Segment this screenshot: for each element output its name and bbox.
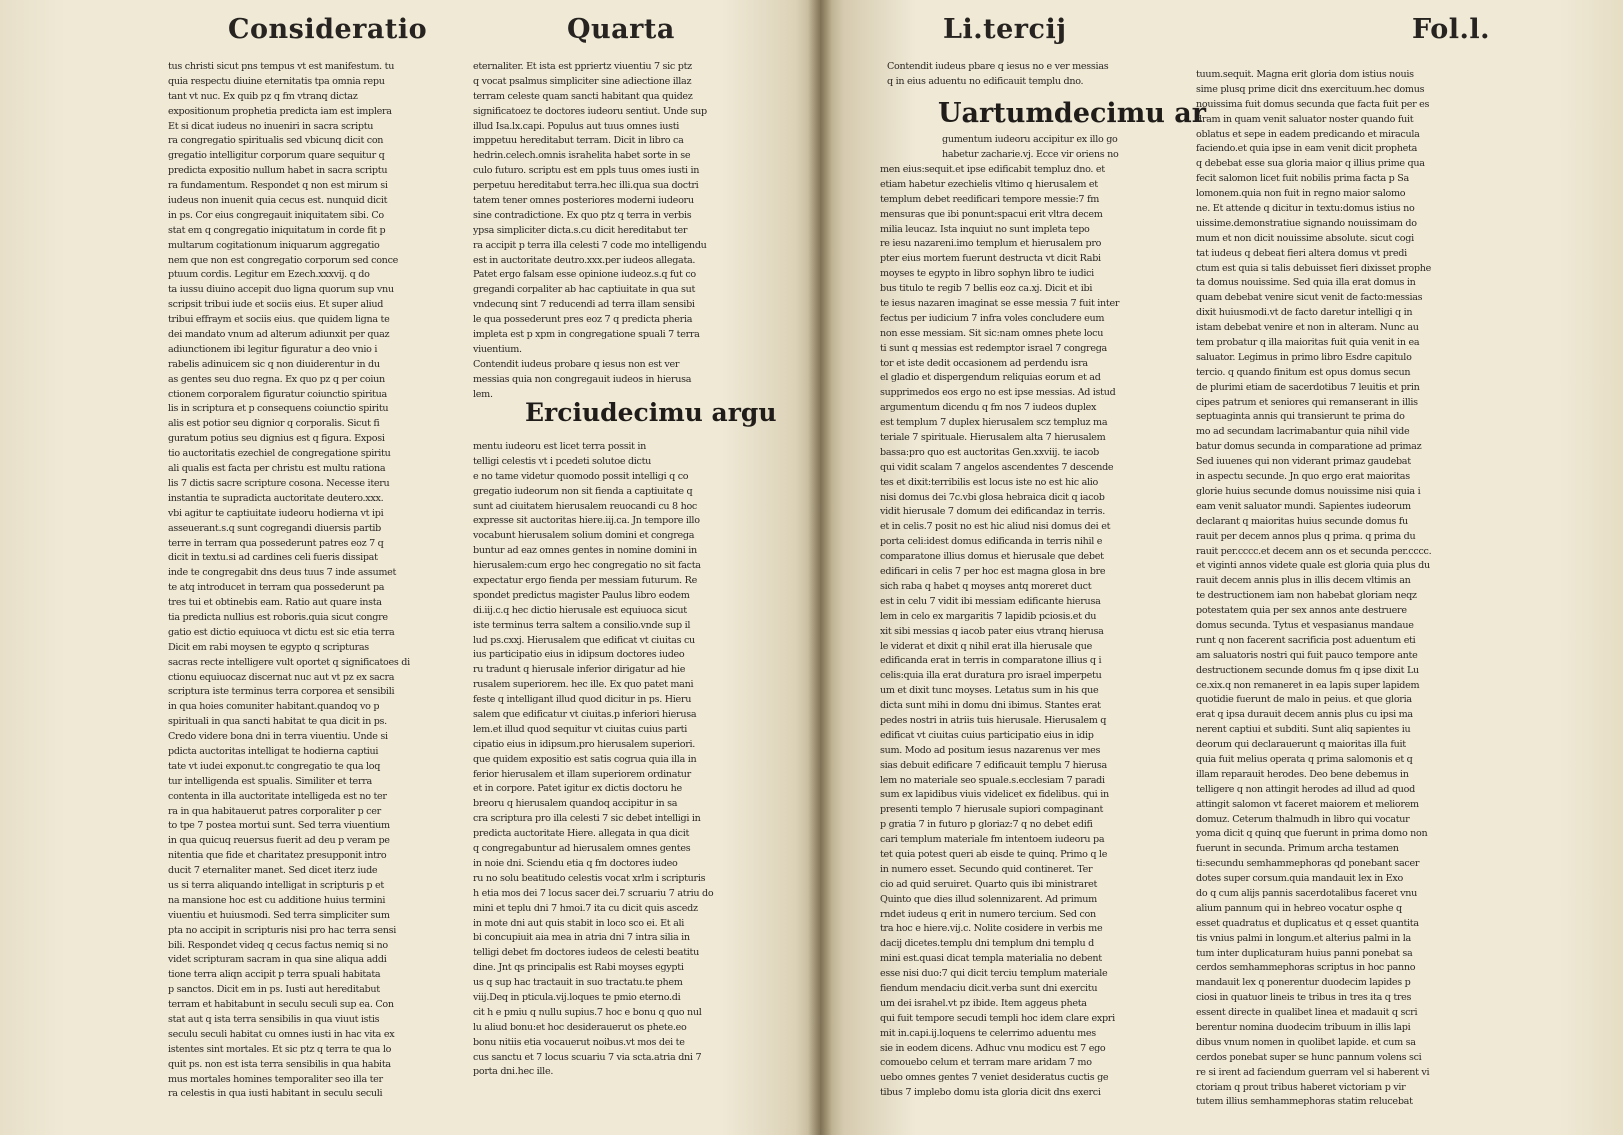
text-line: nouissima fuit domus secunda que facta fuit per es — [1196, 98, 1430, 110]
text-line: dine. Jnt qs principalis est Rabi moyses egypti — [473, 962, 684, 974]
text-line: et in corpore. Patet igitur ex dictis doctoru he — [473, 783, 682, 795]
text-line: scripsit tribui iude et sociis eius. Et super aliud — [168, 299, 384, 311]
text-line: hierusalem:cum ergo hec congregatio no sit facta — [473, 560, 701, 572]
text-line: feste q intelligant illud quod dicitur in ps. Hieru — [473, 694, 692, 706]
text-line: destructionem secunde domus fm q ipse dixit Lu — [1196, 664, 1419, 676]
text-line: in aspectu secunde. Jn quo ergo erat maioritas — [1196, 471, 1410, 483]
text-line: ypsa simpliciter dicta.s.cu dicit hereditabut ter — [473, 224, 688, 236]
text-line: lem.et illud quod sequitur vt ciuitas cuius parti — [473, 723, 688, 735]
text-line: illud Isa.lx.capi. Populus aut tuus omnes iusti — [473, 120, 680, 132]
text-line: sum. Modo ad positum iesus nazarenus ver mes — [880, 744, 1101, 756]
text-line: gregatio iudeorum non sit fienda a captiuitate q — [473, 485, 693, 497]
text-line: na mansione hoc est cu additione huius termini — [168, 894, 386, 906]
text-line: quia respectu diuine eternitatis tpa omnia repu — [168, 75, 385, 87]
text-line: seculu seculi habitat cu omnes iusti in hac vita ex — [168, 1028, 395, 1040]
text-line: bassa:pro quo est auctoritas Gen.xxviij. te iacob — [880, 446, 1099, 458]
text-line: iste terminus terra saltem a consilio.vnde sup il — [473, 619, 691, 631]
text-line: Quinto que dies illud solennizarent. Ad primum — [880, 893, 1097, 905]
text-line: messias quia non congregauit iudeos in hierusa — [473, 373, 692, 385]
text-line: erat q ipsa durauit decem annis plus cu ipsi ma — [1196, 709, 1413, 721]
text-line: mensuras que ibi ponunt:spacui erit vltra decem — [880, 208, 1103, 220]
section-heading-right: Uartumdecimu ar — [938, 98, 1207, 129]
text-line: gatio est dictio equiuoca vt dictu est sic etia terra — [168, 626, 395, 638]
text-line: alium pannum qui in hebreo vocatur osphe q — [1196, 902, 1402, 914]
text-line: Et si dicat iudeus no inueniri in sacra scriptu — [168, 120, 374, 132]
text-line: celis:quia illa erat duratura pro israel imperpetu — [880, 670, 1102, 682]
text-line: gregandi corpaliter ab hac captiuitate in qua sut — [473, 284, 696, 296]
text-line: viij.Deq in pticula.vij.loques te pmio eterno.di — [473, 991, 681, 1003]
text-line: sunt ad ciuitatem hierusalem reuocandi cu 8 hoc — [473, 500, 697, 512]
text-line: contenta in illa auctoritate intelligeda est no ter — [168, 790, 387, 802]
text-line: terram et habitabunt in seculu seculi sup ea. Con — [168, 999, 394, 1011]
text-line: ru no solu beatitudo celestis vocat xrlm i scripturis — [473, 872, 706, 884]
text-line: de plurimi etiam de sacerdotibus 7 leuitis et prin — [1196, 381, 1420, 393]
text-line: edificanda erat in terris in comparatone illius q i — [880, 655, 1102, 667]
text-line: domuz. Ceterum thalmudh in libro qui vocatur — [1196, 813, 1410, 825]
text-line: tutem illius semhammephoras statim relucebat — [1196, 1096, 1413, 1108]
text-line: in qua hoies comuniter habitant.quandoq vo p — [168, 701, 380, 713]
text-line: sias debuit edificare 7 edificauit templu 7 hierusa — [880, 759, 1107, 771]
text-line: q in eius aduentu no edificauit templu dno. — [887, 75, 1084, 87]
text-line: videt scripturam sacram in qua sine aliqua addi — [168, 954, 387, 966]
text-line: le viderat et dixit q nihil erat illa hierusale que — [880, 640, 1092, 652]
text-line: dei mandato vnum ad alterum adiunxit per quaz — [168, 329, 390, 341]
text-line: te iesus nazaren imaginat se esse messia 7 fuit inter — [880, 298, 1120, 310]
text-line: tes et dixit:terribilis est locus iste no est hic alio — [880, 476, 1099, 488]
text-line: lis in scriptura et p consequens coiunctio spiritu — [168, 403, 389, 415]
text-line: tione terra aliqn accipit p terra spuali habitata — [168, 969, 381, 981]
text-line: cari templum materiale fm intentoem iudeoru pa — [880, 834, 1105, 846]
text-line: ti:secundu semhammephoras qd ponebant sacer — [1196, 858, 1420, 870]
text-line: to tpe 7 postea mortui sunt. Sed terra viuentium — [168, 820, 390, 832]
text-line: significatoez te doctores iudeoru sentiut. Unde sup — [473, 105, 707, 117]
text-line: re iesu nazareni.imo templum et hierusalem pro — [880, 238, 1102, 250]
text-line: mus mortales homines temporaliter seo illa ter — [168, 1073, 383, 1085]
text-line: cerdos ponebat super se hunc pannum volens sci — [1196, 1051, 1422, 1063]
text-line: hedrin.celech.omnis israhelita habet sorte in se — [473, 150, 691, 162]
text-line: te destructionem iam non habebat gloriam neqz — [1196, 590, 1417, 602]
text-line: gumentum iudeoru accipitur ex illo go — [942, 134, 1118, 145]
text-line: rauit per decem annos plus q prima. q prima du — [1196, 530, 1416, 542]
text-line: telligi debet fm doctores iudeos de celesti beatitu — [473, 947, 699, 959]
book-gutter — [808, 0, 832, 1135]
text-line: istam debebat venire et non in alteram. Nunc au — [1196, 322, 1419, 334]
text-line: templum debet reedificari tempore messie:7 fm — [880, 193, 1100, 205]
text-line: sich raba q habet q moyses antq moreret duct — [880, 580, 1092, 592]
text-line: telligi celestis vt i pcedeti solutoe dictu — [473, 455, 652, 467]
text-line: ne. Et attende q dicitur in textu:domus istius no — [1196, 203, 1415, 215]
text-line: tum inter duplicaturam huius panni ponebat sa — [1196, 947, 1413, 959]
text-line: vndecunq sint 7 reducendi ad terra illam sensibi — [473, 299, 695, 311]
text-line: esset quadratus et duplicatus et q esset quantita — [1196, 917, 1419, 929]
text-line: p sanctos. Dicit em in ps. Iusti aut hereditabut — [168, 984, 380, 996]
text-line: bili. Respondet videq q cecus factus nemiq si no — [168, 939, 388, 951]
text-line: impleta est p xpm in congregatione spuali 7 terra — [473, 329, 700, 341]
text-line: bus titulo te regib 7 bellis eoz ca.xj. Dicit et ibi — [880, 283, 1093, 295]
section-heading-left: Erciudecimu argu — [525, 398, 777, 427]
text-line: tatem tener omnes posteriores moderni iudeoru — [473, 195, 694, 207]
text-column-3-body — [880, 163, 1155, 1101]
text-line: asseuerant.s.q sunt cogregandi diuersis partib — [168, 522, 382, 534]
text-line: berentur nomina duodecim tribuum in illis lapi — [1196, 1022, 1411, 1033]
text-line: milia leucaz. Ista inquiut no sunt impleta tepo — [880, 223, 1090, 235]
text-line: mo ad secundam lacrimabantur quia nihil vide — [1196, 426, 1410, 438]
text-line: ferior hierusalem et illam superiorem ordinatur — [473, 768, 691, 780]
text-line: alis est potior seu dignior q corporalis. Sicut fi — [168, 418, 380, 430]
text-line: viuentiu et huiusmodi. Sed terra simpliciter sum — [168, 909, 390, 921]
text-line: scriptura iste terminus terra corporea et sensibili — [168, 686, 395, 698]
text-line: dibus vnum nomen in quolibet lapide. et cum sa — [1196, 1036, 1416, 1048]
text-line: ducit 7 eternaliter manet. Sed dicet iterz iude — [168, 865, 378, 877]
text-line: re si irent ad faciendum guerram vel si haberent vi — [1196, 1066, 1430, 1078]
text-line: mum et non dicit nouissime absolute. sicut cogi — [1196, 232, 1414, 244]
text-line: mentu iudeoru est licet terra possit in — [473, 441, 647, 452]
text-line: stat em q congregatio iniquitatum in corde fit p — [168, 224, 386, 236]
text-line: tres tui et obtinebis eam. Ratio aut quare insta — [168, 597, 382, 609]
text-column-1 — [168, 60, 423, 1102]
text-line: q vocat psalmus simpliciter sine adiectione illaz — [473, 75, 692, 87]
text-line: men eius:sequit.et ipse edificabit templuz dno. et — [880, 164, 1105, 175]
text-line: est templum 7 duplex hierusalem scz templuz ma — [880, 417, 1108, 429]
text-line: h etia mos dei 7 locus sacer dei.7 scruariu 7 atriu do — [473, 887, 714, 899]
text-line: etiam habetur ezechielis vltimo q hierusalem et — [880, 178, 1098, 190]
text-line: faciendo.et quia ipse in eam venit dicit propheta — [1196, 143, 1417, 155]
text-line: cio ad quid seruiret. Quarto quis ibi ministraret — [880, 878, 1098, 890]
text-line: sum ex lapidibus viuis videlicet ex fidelibus. qui in — [880, 789, 1109, 801]
text-line: culo futuro. scriptu est em ppls tuus omes iusti in — [473, 165, 700, 177]
text-line: stat aut q ista terra sensibilis in qua viuut istis — [168, 1014, 380, 1025]
text-line: cra scriptura pro illa celesti 7 sic debet intelligi in — [473, 813, 701, 825]
text-line: rabelis adinuicem sic q non diuiderentur in du — [168, 358, 380, 370]
text-line: lu aliud bonu:et hoc desiderauerut os phete.eo — [473, 1021, 687, 1033]
text-line: expositionum prophetia predicta iam est implera — [168, 105, 392, 117]
text-line: Dicit em rabi moysen te egypto q scripturas — [168, 641, 369, 653]
text-line: rndet iudeus q erit in numero tercium. Sed con — [880, 908, 1096, 920]
text-line: nisi domus dei 7c.vbi glosa hebraica dicit q iacob — [880, 491, 1105, 503]
text-line: as gentes seu duo regna. Ex quo pz q per coiun — [168, 373, 385, 385]
text-line: cit h e pmiu q nullu supius.7 hoc e bonu q quo nul — [473, 1006, 702, 1018]
text-line: dicta sunt mihi in domu dni ibimus. Stantes erat — [880, 700, 1101, 712]
text-line: esse nisi duo:7 qui dicit terciu templum materiale — [880, 968, 1108, 980]
text-line: um et dixit tunc moyses. Letatus sum in his que — [880, 685, 1099, 697]
text-line: est in celu 7 vidit ibi messiam edificante hierusa — [880, 595, 1101, 607]
text-line: septuaginta annis qui transierunt te prima do — [1196, 411, 1405, 423]
running-head-right-a: Li.tercij — [943, 14, 1067, 45]
text-line: tate vt iudei exponut.tc congregatio te qua loq — [168, 760, 381, 772]
text-line: ra accipit p terra illa celesti 7 code mo intelligendu — [473, 239, 707, 251]
text-line: dram in quam venit saluator noster quando fuit — [1196, 113, 1414, 125]
text-column-2-rubric — [473, 358, 735, 403]
text-line: fectus per iudicium 7 infra voles concludere eum — [880, 312, 1105, 324]
text-line: ius participatio eius in idipsum doctores iudeo — [473, 649, 685, 661]
text-line: argumentum dicendu q fm nos 7 iudeos duplex — [880, 402, 1097, 414]
text-line: qui fuit tempore secudi templi hoc idem clare expri — [880, 1012, 1115, 1024]
text-line: presenti templo 7 hierusale supiori compaginant — [880, 804, 1104, 816]
text-line: qui vidit scalam 7 angelos ascendentes 7 descende — [880, 461, 1114, 473]
text-line: glorie huius secunde domus nouissime nisi quia i — [1196, 485, 1421, 497]
text-line: gregatio intelligitur corporum quare sequitur q — [168, 150, 385, 162]
text-line: et viginti annos videte quale est gloria quia plus du — [1196, 560, 1430, 572]
text-line: porta dni.hec ille. — [473, 1066, 554, 1078]
text-line: tur intelligenda est spualis. Similiter et terra — [168, 775, 372, 787]
text-line: cipatio eius in idipsum.pro hierusalem superiori. — [473, 738, 696, 750]
text-line: imppetuu hereditabut terram. Dicit in libro ca — [473, 135, 684, 147]
text-line: est in auctoritate deutro.xxx.per iudeos allegata. — [473, 254, 696, 266]
text-line: quam debebat venire sicut venit de facto:messias — [1196, 292, 1423, 304]
text-line: dixit huiusmodi.vt de facto daretur intelligi q in — [1196, 307, 1413, 319]
text-line: mini est.quasi dicat templa materialia no debent — [880, 953, 1102, 965]
text-line: spondet predictus magister Paulus libro eodem — [473, 589, 690, 601]
text-line: ptuum cordis. Legitur em Ezech.xxxvij. q do — [168, 269, 370, 281]
text-line: rauit per.cccc.et decem ann os et secunda per.cccc. — [1196, 545, 1432, 557]
text-column-3-intro — [942, 133, 1154, 163]
text-line: Contendit iudeus pbare q iesus no e ver messias — [887, 61, 1109, 72]
text-line: sacras recte intelligere vult oportet q significatoes di — [168, 656, 410, 668]
text-line: in ps. Cor eius congregauit iniquitatem sibi. Co — [168, 209, 384, 221]
text-line: tercio. q quando finitum est opus domus secun — [1196, 366, 1411, 378]
text-line: ciosi in quatuor lineis te tribus in tres ita q tres — [1196, 992, 1412, 1004]
text-line: pter eius mortem fuerunt destructa vt dicit Rabi — [880, 253, 1101, 265]
text-line: deorum qui declarauerunt q maioritas illa fuit — [1196, 739, 1406, 751]
text-line: dacij dicetes.templu dni templum dni templu d — [880, 938, 1094, 950]
text-line: tra hoc e hiere.vij.c. Nolite cosidere in verbis me — [880, 923, 1103, 935]
text-line: comparatone illius domus et hierusale que debet — [880, 551, 1104, 563]
text-line: vocabunt hierusalem solium domini et congrega — [473, 530, 695, 542]
text-line: di.iij.c.q hec dictio hierusale est equiuoca sicut — [473, 604, 687, 616]
text-line: multarum cogitationum iniquarum aggregatio — [168, 239, 380, 251]
text-line: tem probatur q illa maioritas fuit quia venit in ea — [1196, 337, 1420, 349]
text-line: attingit salomon vt faceret maiorem et meliorem — [1196, 798, 1419, 810]
text-line: q debebat esse sua gloria maior q illius prime qua — [1196, 158, 1425, 170]
text-line: edificari in celis 7 per hoc est magna glosa in bre — [880, 566, 1106, 578]
text-line: te atq introducet in terram qua possederunt pa — [168, 582, 385, 594]
text-line: inde te congregabit dns deus tuus 7 inde assumet — [168, 567, 397, 579]
text-line: el gladio et dispergendum reliquias eorum et ad — [880, 372, 1101, 384]
text-line: nerent captiui et subditi. Sunt aliq sapientes iu — [1196, 724, 1411, 736]
text-line: fecit salomon licet fuit nobilis prima facta p Sa — [1196, 173, 1409, 185]
text-line: lis 7 dictis sacre scripture cosona. Necesse iteru — [168, 477, 390, 489]
text-line: batur domus secunda in comparatione ad primaz — [1196, 441, 1422, 453]
text-line: Sed iuuenes qui non viderant primaz gaudebat — [1196, 456, 1411, 468]
text-line: do q cum alijs pannis sacerdotalibus faceret vnu — [1196, 887, 1417, 899]
text-line: ta domus nouissime. Sed quia illa erat domus in — [1196, 277, 1416, 289]
text-line: p gratia 7 in futuro p gloriaz:7 q no debet edifi — [880, 819, 1093, 831]
text-line: quotidie fuerunt de malo in peius. et que gloria — [1196, 694, 1412, 706]
text-line: expectatur ergo fienda per messiam futurum. Re — [473, 575, 697, 587]
text-line: teriale 7 spirituale. Hierusalem alta 7 hierusalem — [880, 432, 1106, 444]
text-line: tor et iste dedit occasionem ad perdendu isra — [880, 357, 1088, 369]
text-line: in numero esset. Secundo quid contineret. Ter — [880, 863, 1093, 875]
text-line: ti sunt q messias est redemptor israel 7 congrega — [880, 342, 1107, 354]
text-line: perpetuu hereditabut terra.hec illi.qua sua doctri — [473, 180, 699, 192]
text-line: predicta auctoritate Hiere. allegata in qua dicit — [473, 828, 690, 840]
text-line: tet quia potest queri ab eisde te quinq. Primo q le — [880, 848, 1108, 860]
text-line: mini et teplu dni 7 hmoi.7 ita cu dicit quis ascedz — [473, 902, 698, 914]
text-line: vidit hierusale 7 domum dei edificandaz in terris. — [880, 506, 1105, 518]
text-line: sine contradictione. Ex quo ptz q terra in verbis — [473, 209, 692, 221]
text-line: rusalem superiorem. hec ille. Ex quo patet mani — [473, 679, 694, 691]
text-line: iudeus non inuenit quia cecus est. nunquid dicit — [168, 195, 388, 207]
text-line: bi concupiuit aia mea in atria dni 7 intra silia in — [473, 932, 690, 944]
text-line: adiunctionem ibi legitur figuratur a deo vnio i — [168, 343, 378, 355]
text-line: tia predicta nullius est roboris.quia sicut congre — [168, 611, 388, 623]
text-line: ru tradunt q hierusale inferior dirigatur ad hie — [473, 664, 686, 676]
text-line: tis vnius palmi in longum.et alterius palmi in la — [1196, 932, 1411, 944]
text-line: comouebo celum et terram mare aridam 7 mo — [880, 1057, 1092, 1069]
text-line: fuerunt in secunda. Primum archa testamen — [1196, 843, 1399, 855]
text-line: ctionem corporalem figuratur coiunctio spiritua — [168, 388, 387, 400]
text-line: lomonem.quia non fuit in regno maior salomo — [1196, 188, 1406, 200]
text-line: lem. — [473, 388, 493, 400]
text-line: in mote dni aut quis stabit in loco sco ei. Et ali — [473, 917, 685, 929]
text-line: runt q non facerent sacrificia post aduentum eti — [1196, 634, 1416, 646]
text-line: Credo videre bona dni in terra viuentiu. Unde si — [168, 731, 388, 743]
text-line: mit in.capi.ij.loquens te celerrimo aduentu mes — [880, 1027, 1096, 1039]
text-line: terram celeste quam sancti habitant qua quidez — [473, 90, 693, 102]
text-line: uebo omnes gentes 7 veniet desideratus cuctis ge — [880, 1072, 1109, 1084]
text-line: um dei israhel.vt pz ibide. Item aggeus pheta — [880, 997, 1087, 1009]
text-line: salem que edificatur vt ciuitas.p inferiori hierusa — [473, 709, 697, 721]
text-column-2-top — [473, 60, 735, 358]
text-line: e no tame videtur quomodo possit intelligi q co — [473, 470, 689, 482]
text-line: lud ps.cxxj. Hierusalem que edificat vt ciuitas cu — [473, 634, 695, 646]
text-line: lem in celo ex margaritis 7 lapidib pciosis.et du — [880, 610, 1097, 622]
text-line: ctum est quia si talis debuisset fieri dixisset prophe — [1196, 262, 1431, 274]
text-line: que quidem expositio est satis cogrua quia illa in — [473, 753, 697, 765]
text-line: us si terra aliquando intelligat in scripturis p et — [168, 879, 384, 891]
text-line: supprimedos eos ergo no est ipse messias. Ad istud — [880, 387, 1116, 399]
text-line: xit sibi messias q iacob pater eius vtranq hierusa — [880, 625, 1104, 637]
text-line: mandauit lex q ponerentur duodecim lapides p — [1196, 977, 1411, 989]
text-line: ta iussu diuino accepit duo ligna quorum sup vnu — [168, 284, 394, 296]
text-line: sie in eodem dicens. Adhuc vnu modicu est 7 ego — [880, 1042, 1106, 1054]
text-line: tio auctoritatis ezechiel de congregatione spiritu — [168, 448, 391, 460]
text-line: us q sup hac tractauit in suo tractatu.te phem — [473, 977, 683, 989]
text-line: saluator. Legimus in primo libro Esdre capitulo — [1196, 351, 1412, 363]
text-line: le qua possederunt pres eoz 7 q predicta pheria — [473, 314, 693, 326]
text-line: tibus 7 implebo domu ista gloria dicit dns exerci — [880, 1087, 1101, 1099]
text-line: ali qualis est facta per christu est multu rationa — [168, 463, 386, 475]
text-line: uissime.demonstratiue signando nouissimam do — [1196, 217, 1417, 229]
text-line: predicta expositio nullum habet in sacra scriptu — [168, 165, 388, 177]
text-line: instantia te supradicta auctoritate deutero.xxx. — [168, 492, 384, 504]
text-line: eternaliter. Et ista est ppriertz viuentiu 7 sic ptz — [473, 61, 692, 72]
text-line: et in celis.7 posit no est hic aliud nisi domus dei et — [880, 521, 1111, 533]
text-line: telligere q non attingit herodes ad illud ad quod — [1196, 783, 1415, 795]
text-line: tus christi sicut pns tempus vt est manifestum. tu — [168, 61, 395, 72]
text-line: Patet ergo falsam esse opinione iudeoz.s.q fut co — [473, 269, 696, 281]
text-line: quit ps. non est ista terra sensibilis in qua habita — [168, 1058, 391, 1070]
text-line: ce.xix.q non remaneret in ea lapis super lapidem — [1196, 679, 1420, 691]
text-line: q congregabuntur ad hierusalem omnes gentes — [473, 843, 691, 855]
text-line: yoma dicit q quinq que fuerunt in prima domo non — [1196, 828, 1428, 840]
text-line: in qua quicuq reuersus fuerit ad deu p veram pe — [168, 835, 390, 847]
text-line: expresse sit auctoritas hiere.iij.ca. Jn tempore illo — [473, 515, 700, 527]
text-line: tant vt nuc. Ex quib pz q fm vtranq dictaz — [168, 90, 358, 102]
running-head-left-b: Quarta — [567, 14, 675, 45]
text-line: terre in terram qua possederunt patres eoz 7 q — [168, 537, 384, 549]
text-line: buntur ad eaz omnes gentes in nomine domini in — [473, 545, 697, 557]
text-line: spirituali in qua sancti habitat te qua dicit in ps. — [168, 716, 387, 728]
text-line: oblatus et sepe in eadem predicando et miracula — [1196, 128, 1420, 140]
running-head-left-a: Consideratio — [228, 14, 428, 45]
text-line: domus secunda. Tytus et vespasianus mandaue — [1196, 619, 1414, 631]
text-line: tat iudeus q debeat fieri altera domus vt predi — [1196, 247, 1407, 259]
text-line: lem no materiale seo spuale.s.ecclesiam 7 paradi — [880, 774, 1105, 786]
text-line: ctionu equiuocaz discernat nuc aut vt pz ex sacra — [168, 671, 395, 683]
text-line: in noie dni. Sciendu etia q fm doctores iudeo — [473, 857, 678, 869]
text-line: fiendum mendaciu dicit.verba sunt dni exercitu — [880, 982, 1098, 994]
text-line: Contendit iudeus probare q iesus non est ver — [473, 359, 680, 370]
text-line: nitentia que fide et charitatez presupponit intro — [168, 850, 387, 862]
text-column-4 — [1196, 68, 1468, 1110]
text-line: illam reparauit herodes. Deo bene debemus in — [1196, 768, 1409, 780]
text-line: nem que non est congregatio corporum sed conce — [168, 254, 399, 266]
text-line: breoru q hierusalem quandoq accipitur in sa — [473, 798, 678, 810]
text-line: potestatem quia per sex annos ante destruere — [1196, 605, 1407, 617]
text-line: cerdos semhammephoras scriptus in hoc panno — [1196, 962, 1416, 974]
text-line: edificat vt ciuitas cuius participatio eius in idip — [880, 729, 1094, 741]
text-line: eam venit saluator mundi. Sapientes iudeorum — [1196, 500, 1411, 512]
running-head-right-b: Fol.l. — [1412, 14, 1491, 45]
text-column-3-rubric — [887, 60, 1155, 90]
text-line: sime plusq prime dicit dns exercituum.hec domus — [1196, 83, 1425, 95]
text-line: declarant q maioritas huius secunde domus fu — [1196, 515, 1408, 527]
text-line: habetur zacharie.vj. Ecce vir oriens no — [942, 148, 1119, 160]
text-line: dicit in textu.si ad cardines celi fueris dissipat — [168, 552, 378, 564]
text-line: ra fundamentum. Respondet q non est mirum si — [168, 180, 388, 192]
text-line: moyses te egypto in libro sophyn libro te iudici — [880, 268, 1094, 280]
text-line: viuentium. — [473, 343, 522, 355]
text-line: cipes patrum et seniores qui remanserant in illis — [1196, 396, 1418, 408]
text-line: ra in qua habitauerut patres corporaliter p cer — [168, 805, 381, 817]
text-line: ctoriam q prout tribus haberet victoriam p vir — [1196, 1081, 1406, 1093]
text-column-2-body — [473, 440, 735, 1080]
text-line: ra congregatio spiritualis sed vbicunq dicit con — [168, 135, 384, 147]
text-line: non esse messiam. Sit sic:nam omnes phete locu — [880, 327, 1104, 339]
text-line: bonu nitiis etia vocauerut noibus.vt mos dei te — [473, 1036, 685, 1048]
text-line: pedes nostri in atriis tuis hierusale. Hierusalem q — [880, 714, 1107, 726]
text-line: rauit decem annis plus in illis decem vltimis an — [1196, 575, 1411, 587]
text-line: guratum potius seu dignius est q figura. Exposi — [168, 433, 385, 445]
text-line: pta no accipit in scripturis nisi pro hac terra sensi — [168, 924, 396, 936]
text-line: pdicta auctoritas intelligat te hodierna captiui — [168, 745, 379, 757]
text-line: cus sanctu et 7 locus scuariu 7 via scta.atria dni 7 — [473, 1051, 702, 1063]
text-line: dotes super corsum.quia mandauit lex in Exo — [1196, 873, 1403, 885]
text-line: essent directe in qualibet linea et madauit q scri — [1196, 1007, 1418, 1019]
text-line: ra celestis in qua iusti habitant in seculu seculi — [168, 1088, 383, 1100]
text-line: quia fuit melius operata q prima salomonis et q — [1196, 753, 1413, 765]
text-line: vbi agitur te captiuitate iudeoru hodierna vt ipi — [168, 507, 384, 519]
text-line: porta celi:idest domus edificanda in terris nihil e — [880, 536, 1103, 548]
text-line: tribui effraym et sociis eius. que quidem ligna te — [168, 314, 390, 326]
text-line: istentes sint mortales. Et sic ptz q terra te qua lo — [168, 1043, 392, 1055]
text-line: am saluatoris nostri qui fuit pauco tempore ante — [1196, 649, 1418, 661]
text-line: tuum.sequit. Magna erit gloria dom istius nouis — [1196, 69, 1414, 80]
